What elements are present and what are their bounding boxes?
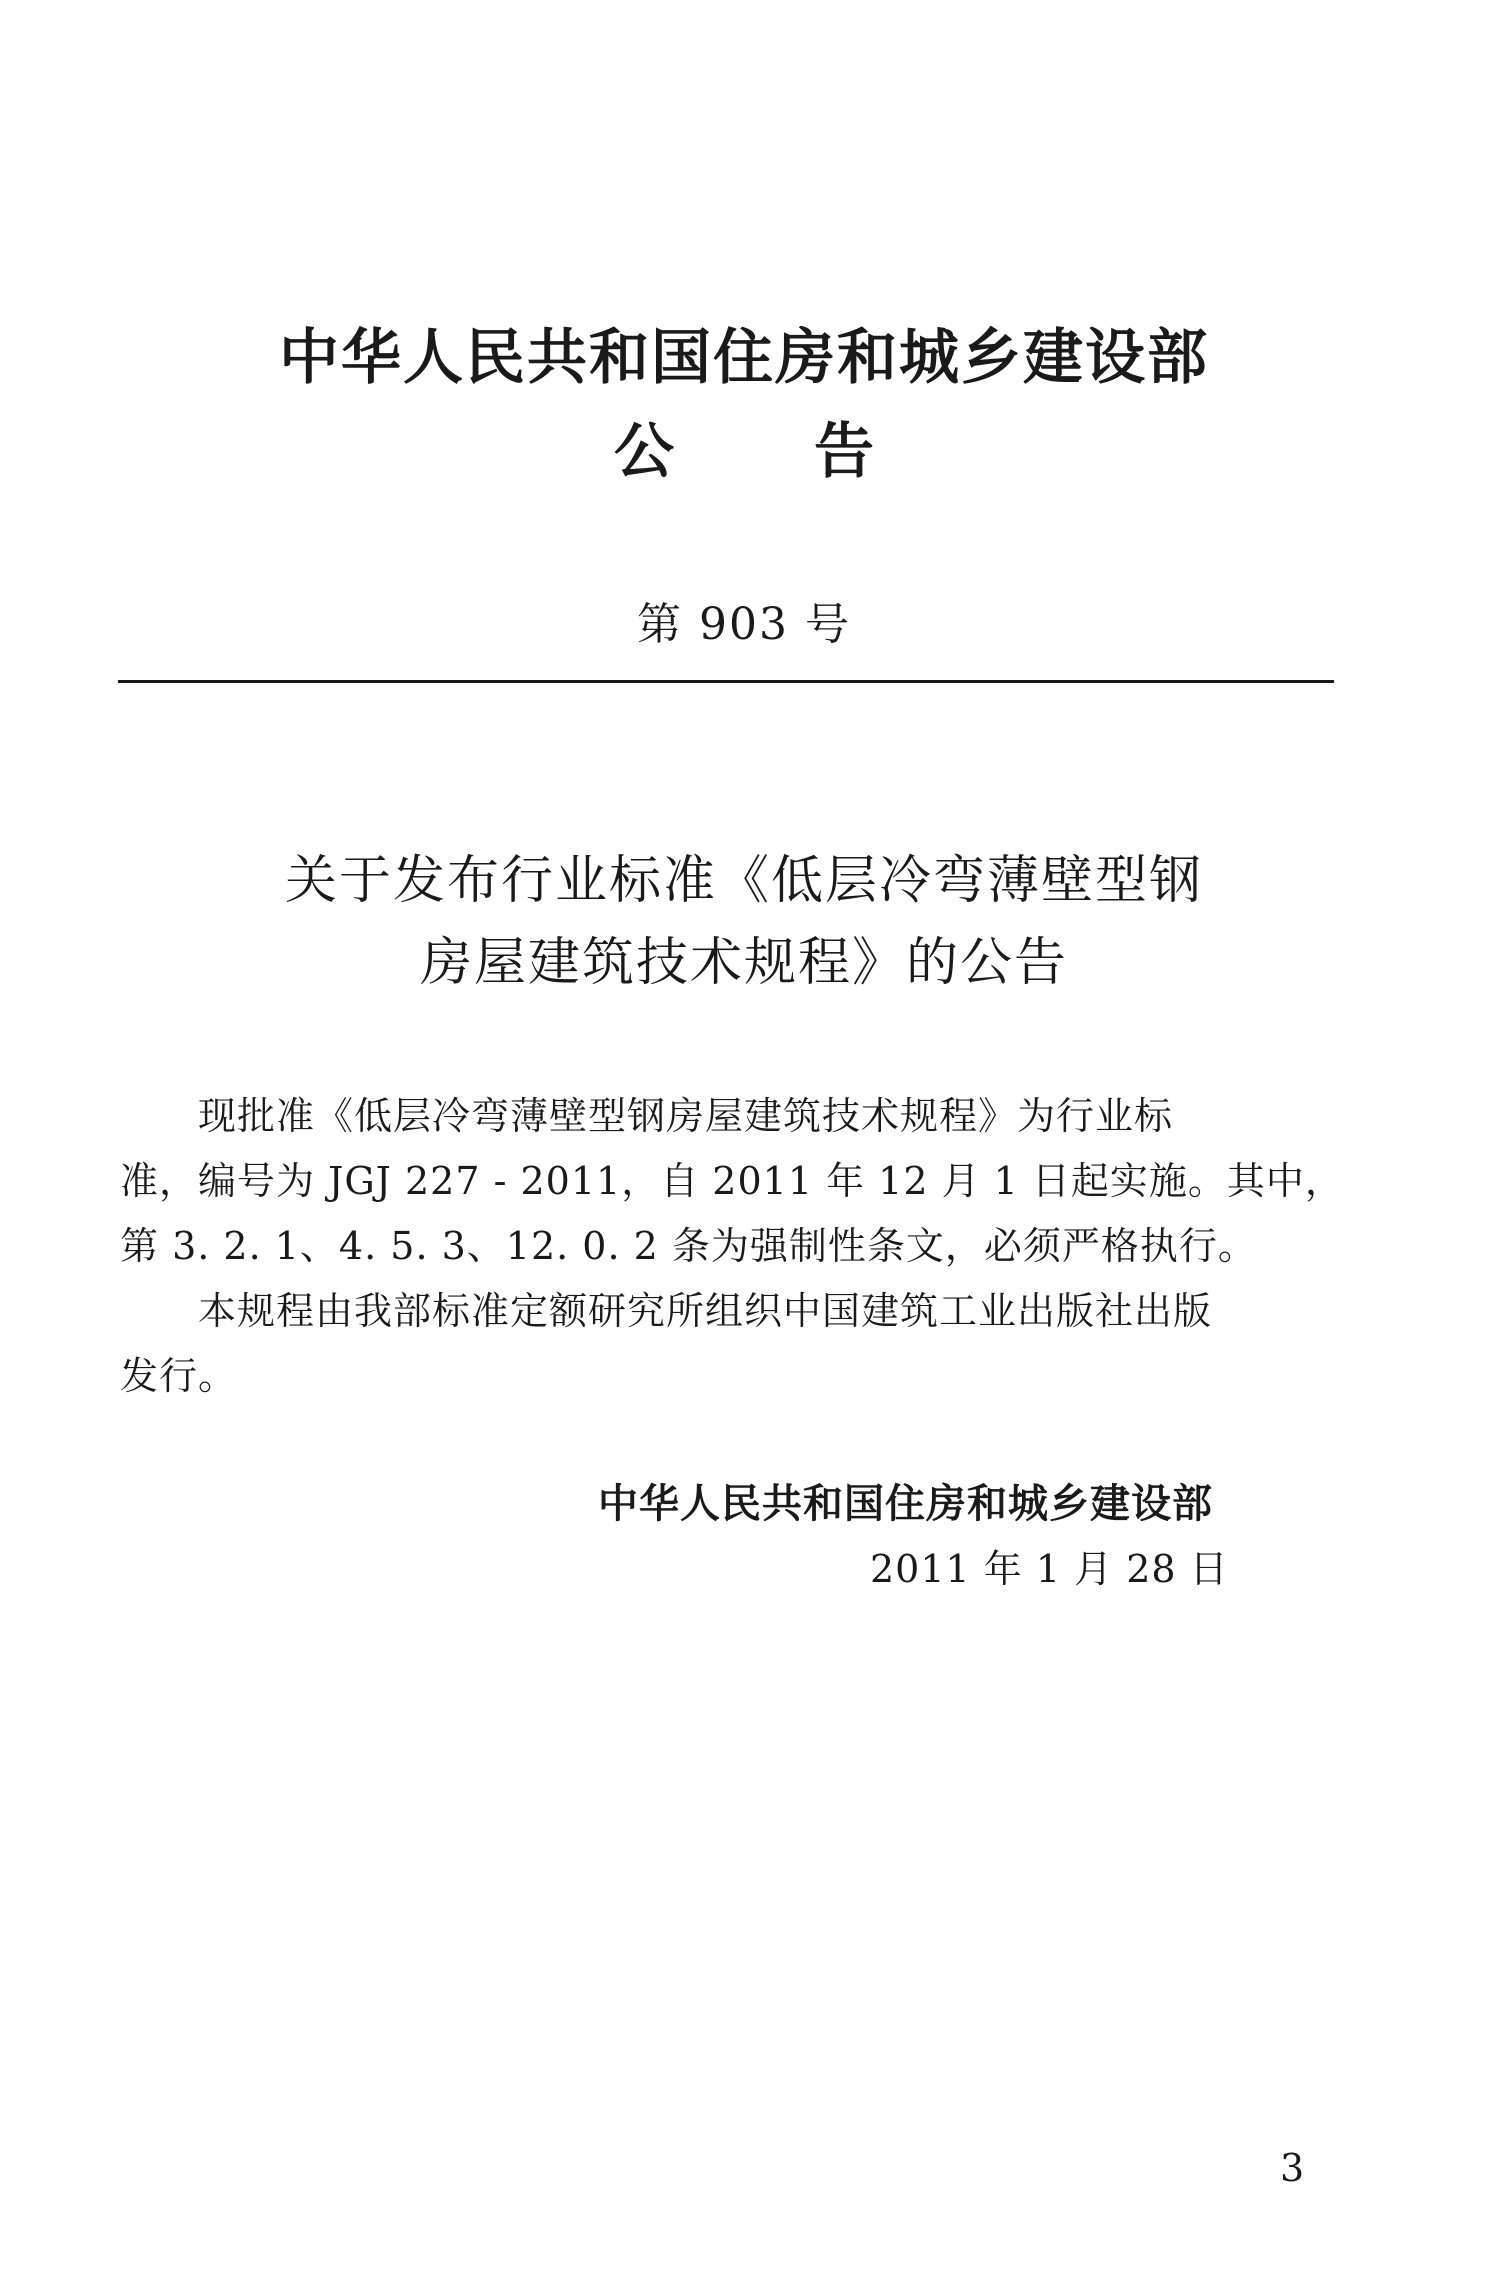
signature-organization: 中华人民共和国住房和城乡建设部 (598, 1481, 1213, 1527)
body-paragraph-1-line-1: 现批准《低层冷弯薄壁型钢房屋建筑技术规程》为行业标 (120, 1094, 1174, 1138)
signature-date: 2011 年 1 月 28 日 (870, 1547, 1229, 1591)
issuer-name: 中华人民共和国住房和城乡建设部 (279, 323, 1209, 393)
body-paragraph-1-line-3: 第 3. 2. 1、4. 5. 3、12. 0. 2 条为强制性条文，必须严格执行。 (120, 1224, 1257, 1268)
body-paragraph-1-line-2: 准，编号为 JGJ 227 - 2011，自 2011 年 12 月 1 日起实施。其中， (120, 1159, 1344, 1203)
announcement-title-line-2: 房屋建筑技术规程》的公告 (419, 933, 1068, 993)
document-type: 公告 (614, 417, 1014, 487)
document-number: 第 903 号 (637, 599, 851, 650)
header-divider (118, 680, 1334, 683)
body-paragraph-2-line-2: 发行。 (120, 1354, 238, 1398)
announcement-title-line-1: 关于发布行业标准《低层冷弯薄壁型钢 (284, 851, 1203, 911)
page-number: 3 (1280, 2146, 1305, 2190)
body-paragraph-2-line-1: 本规程由我部标准定额研究所组织中国建筑工业出版社出版 (120, 1289, 1213, 1333)
